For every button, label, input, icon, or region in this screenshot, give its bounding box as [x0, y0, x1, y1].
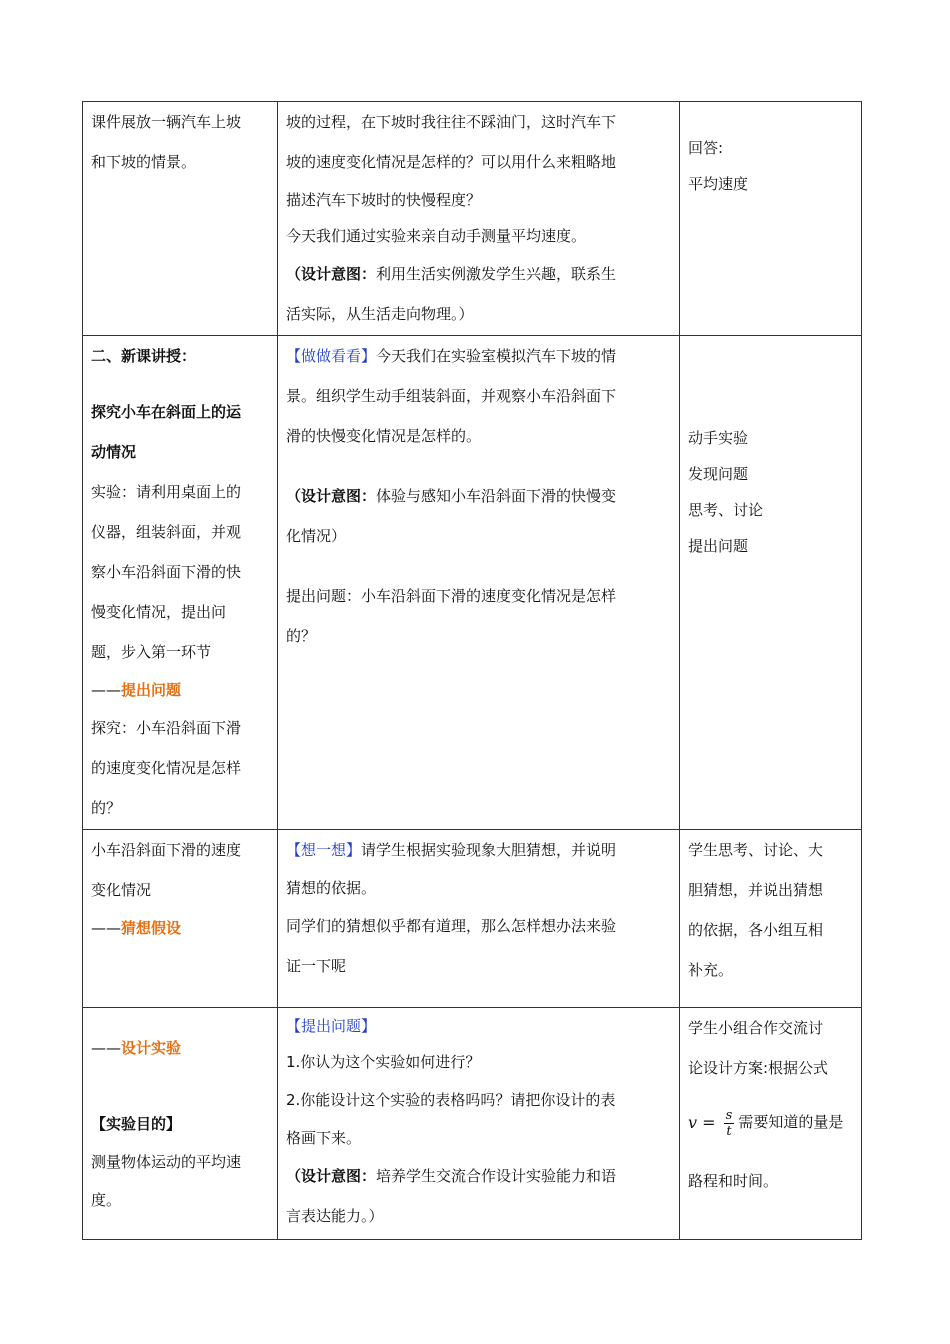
- student-cell: 学生小组合作交流讨 论设计方案:根据公式 v = $\frac{s}{t}$ 需要知道的量是 路程和时间。: [680, 1008, 862, 1240]
- teacher-cell: 【做做看看】今天我们在实验室模拟汽车下坡的情 景。组织学生动手组装斜面，并观察小车沿斜面下 滑的快慢变化情况是怎样的。 （设计意图：体验与感知小车沿斜面下滑的快慢变 化情况） 提出问题：小车沿斜面下滑的速度变化情况是怎样 的？: [278, 336, 680, 830]
- student-cell: 学生思考、讨论、大 胆猜想，并说出猜想 的依据，各小组互相 补充。: [680, 830, 862, 1008]
- teacher-cell: 【提出问题】 1.你认为这个实验如何进行？ 2.你能设计这个实验的表格吗吗？请把你设计的表 格画下来。 （设计意图：培养学生交流合作设计实验能力和语 言表达能力。）: [278, 1008, 680, 1240]
- teacher-cell: 【想一想】请学生根据实验现象大胆猜想，并说明 猜想的依据。 同学们的猜想似乎都有道理，那么怎样想办法来验 证一下呢: [278, 830, 680, 1008]
- design-intent-label: （设计意图：: [286, 265, 377, 283]
- table-row: [83, 1008, 862, 1240]
- design-intent-label: （设计意图：: [286, 1167, 377, 1185]
- step-label: 提出问题: [121, 681, 182, 699]
- step-label: 设计实验: [121, 1039, 182, 1057]
- student-cell: 动手实验 发现问题 思考、讨论 提出问题: [680, 336, 862, 830]
- section-heading: 二、新课讲授：: [91, 347, 197, 365]
- table-row: [83, 336, 862, 830]
- activity-cell: 二、新课讲授： 探究小车在斜面上的运 动情况 实验：请利用桌面上的 仪器，组装斜面，并观 察小车沿斜面下滑的快 慢变化情况，提出问 题，步入第一环节 ——提出问题 探究：小车沿斜面下滑 的速度变化情况是怎样 的？: [83, 336, 278, 830]
- lesson-plan-table: [82, 101, 862, 1240]
- purpose-tag: 【实验目的】: [91, 1115, 182, 1133]
- activity-cell: 小车沿斜面下滑的速度 变化情况 ——猜想假设: [83, 830, 278, 1008]
- activity-tag: 【想一想】: [286, 841, 362, 859]
- design-intent-label: （设计意图：: [286, 487, 377, 505]
- velocity-formula: v = $\frac{s}{t}$: [688, 1107, 733, 1139]
- teacher-cell: 坡的过程，在下坡时我往往不踩油门，这时汽车下 坡的速度变化情况是怎样的？可以用什么来粗略地 描述汽车下坡时的快慢程度？ 今天我们通过实验来亲自动手测量平均速度。 （设计意图：利用生活实例激发学生兴趣，联系生 活实际，从生活走向物理。）: [278, 102, 680, 336]
- step-label: 猜想假设: [121, 919, 182, 937]
- activity-cell: 课件展放一辆汽车上坡 和下坡的情景。: [83, 102, 278, 336]
- student-cell: 回答: 平均速度: [680, 102, 862, 336]
- activity-tag: 【做做看看】: [286, 347, 377, 365]
- activity-tag: 【提出问题】: [286, 1017, 377, 1035]
- table-row: [83, 102, 862, 336]
- table-row: [83, 830, 862, 1008]
- activity-cell: ——设计实验 【实验目的】 测量物体运动的平均速 度。: [83, 1008, 278, 1240]
